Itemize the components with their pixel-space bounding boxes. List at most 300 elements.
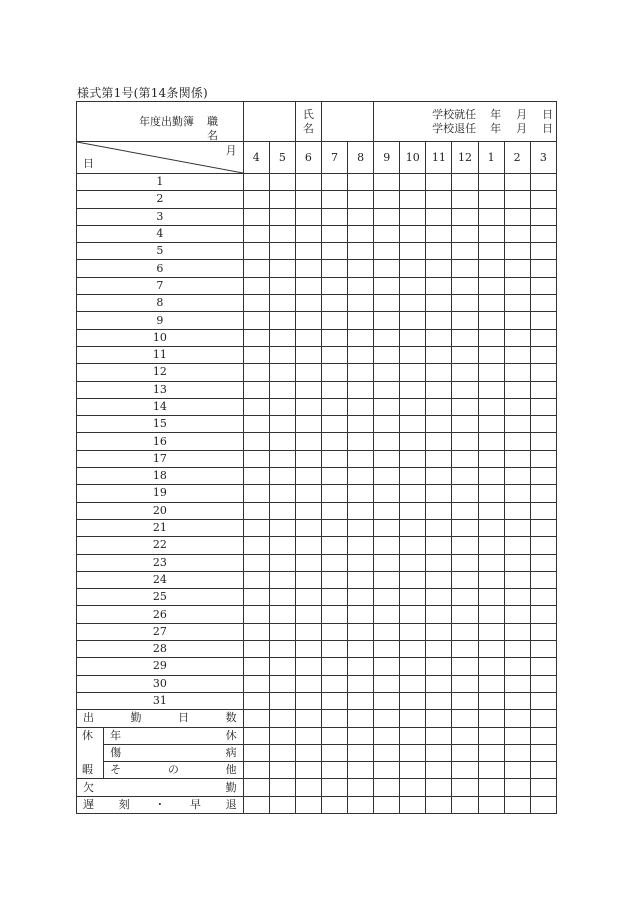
entry-cell[interactable] — [295, 537, 321, 554]
entry-cell[interactable] — [452, 623, 478, 640]
entry-cell[interactable] — [269, 692, 295, 709]
entry-cell[interactable] — [400, 762, 426, 779]
entry-cell[interactable] — [426, 537, 452, 554]
entry-cell[interactable] — [530, 208, 556, 225]
entry-cell[interactable] — [243, 295, 269, 312]
entry-cell[interactable] — [374, 641, 400, 658]
position-value-cell[interactable] — [243, 102, 295, 142]
entry-cell[interactable] — [530, 364, 556, 381]
entry-cell[interactable] — [321, 398, 347, 415]
entry-cell[interactable] — [295, 295, 321, 312]
entry-cell[interactable] — [269, 174, 295, 191]
entry-cell[interactable] — [504, 485, 530, 502]
entry-cell[interactable] — [348, 571, 374, 588]
entry-cell[interactable] — [400, 554, 426, 571]
entry-cell[interactable] — [374, 416, 400, 433]
entry-cell[interactable] — [321, 225, 347, 242]
entry-cell[interactable] — [426, 675, 452, 692]
entry-cell[interactable] — [243, 243, 269, 260]
entry-cell[interactable] — [400, 692, 426, 709]
entry-cell[interactable] — [374, 554, 400, 571]
entry-cell[interactable] — [348, 727, 374, 744]
entry-cell[interactable] — [400, 312, 426, 329]
entry-cell[interactable] — [269, 450, 295, 467]
entry-cell[interactable] — [269, 364, 295, 381]
entry-cell[interactable] — [348, 346, 374, 363]
entry-cell[interactable] — [269, 744, 295, 761]
entry-cell[interactable] — [530, 312, 556, 329]
entry-cell[interactable] — [400, 398, 426, 415]
entry-cell[interactable] — [348, 191, 374, 208]
entry-cell[interactable] — [321, 468, 347, 485]
entry-cell[interactable] — [426, 485, 452, 502]
entry-cell[interactable] — [295, 450, 321, 467]
entry-cell[interactable] — [504, 537, 530, 554]
entry-cell[interactable] — [321, 692, 347, 709]
entry-cell[interactable] — [243, 675, 269, 692]
entry-cell[interactable] — [243, 174, 269, 191]
entry-cell[interactable] — [243, 381, 269, 398]
entry-cell[interactable] — [295, 346, 321, 363]
entry-cell[interactable] — [348, 537, 374, 554]
entry-cell[interactable] — [478, 571, 504, 588]
entry-cell[interactable] — [321, 174, 347, 191]
entry-cell[interactable] — [452, 571, 478, 588]
entry-cell[interactable] — [269, 208, 295, 225]
entry-cell[interactable] — [478, 623, 504, 640]
entry-cell[interactable] — [348, 502, 374, 519]
entry-cell[interactable] — [478, 796, 504, 813]
entry-cell[interactable] — [348, 277, 374, 294]
entry-cell[interactable] — [452, 312, 478, 329]
entry-cell[interactable] — [348, 710, 374, 727]
entry-cell[interactable] — [295, 191, 321, 208]
entry-cell[interactable] — [243, 692, 269, 709]
entry-cell[interactable] — [452, 692, 478, 709]
entry-cell[interactable] — [269, 416, 295, 433]
entry-cell[interactable] — [374, 675, 400, 692]
entry-cell[interactable] — [295, 485, 321, 502]
entry-cell[interactable] — [452, 468, 478, 485]
entry-cell[interactable] — [243, 571, 269, 588]
entry-cell[interactable] — [321, 485, 347, 502]
entry-cell[interactable] — [478, 641, 504, 658]
entry-cell[interactable] — [400, 519, 426, 536]
entry-cell[interactable] — [348, 398, 374, 415]
entry-cell[interactable] — [269, 796, 295, 813]
entry-cell[interactable] — [452, 433, 478, 450]
entry-cell[interactable] — [374, 208, 400, 225]
entry-cell[interactable] — [295, 641, 321, 658]
entry-cell[interactable] — [452, 260, 478, 277]
entry-cell[interactable] — [374, 762, 400, 779]
entry-cell[interactable] — [243, 762, 269, 779]
entry-cell[interactable] — [530, 502, 556, 519]
entry-cell[interactable] — [243, 277, 269, 294]
entry-cell[interactable] — [321, 312, 347, 329]
entry-cell[interactable] — [504, 208, 530, 225]
entry-cell[interactable] — [478, 329, 504, 346]
entry-cell[interactable] — [321, 295, 347, 312]
entry-cell[interactable] — [426, 589, 452, 606]
entry-cell[interactable] — [243, 346, 269, 363]
entry-cell[interactable] — [243, 727, 269, 744]
entry-cell[interactable] — [295, 606, 321, 623]
entry-cell[interactable] — [452, 675, 478, 692]
entry-cell[interactable] — [321, 675, 347, 692]
entry-cell[interactable] — [295, 398, 321, 415]
entry-cell[interactable] — [269, 606, 295, 623]
entry-cell[interactable] — [478, 225, 504, 242]
entry-cell[interactable] — [348, 779, 374, 796]
entry-cell[interactable] — [426, 641, 452, 658]
entry-cell[interactable] — [530, 468, 556, 485]
entry-cell[interactable] — [452, 277, 478, 294]
entry-cell[interactable] — [426, 796, 452, 813]
entry-cell[interactable] — [400, 485, 426, 502]
entry-cell[interactable] — [321, 623, 347, 640]
entry-cell[interactable] — [374, 174, 400, 191]
entry-cell[interactable] — [374, 779, 400, 796]
entry-cell[interactable] — [478, 710, 504, 727]
entry-cell[interactable] — [374, 243, 400, 260]
entry-cell[interactable] — [530, 762, 556, 779]
entry-cell[interactable] — [400, 675, 426, 692]
entry-cell[interactable] — [504, 433, 530, 450]
entry-cell[interactable] — [321, 329, 347, 346]
entry-cell[interactable] — [530, 450, 556, 467]
entry-cell[interactable] — [504, 658, 530, 675]
entry-cell[interactable] — [426, 450, 452, 467]
entry-cell[interactable] — [243, 623, 269, 640]
entry-cell[interactable] — [400, 433, 426, 450]
entry-cell[interactable] — [530, 675, 556, 692]
entry-cell[interactable] — [374, 710, 400, 727]
entry-cell[interactable] — [269, 779, 295, 796]
entry-cell[interactable] — [269, 312, 295, 329]
entry-cell[interactable] — [426, 329, 452, 346]
entry-cell[interactable] — [478, 260, 504, 277]
entry-cell[interactable] — [478, 208, 504, 225]
entry-cell[interactable] — [530, 692, 556, 709]
entry-cell[interactable] — [530, 796, 556, 813]
entry-cell[interactable] — [321, 502, 347, 519]
entry-cell[interactable] — [504, 744, 530, 761]
entry-cell[interactable] — [478, 416, 504, 433]
entry-cell[interactable] — [269, 641, 295, 658]
entry-cell[interactable] — [426, 710, 452, 727]
entry-cell[interactable] — [426, 554, 452, 571]
entry-cell[interactable] — [452, 364, 478, 381]
entry-cell[interactable] — [426, 295, 452, 312]
entry-cell[interactable] — [400, 208, 426, 225]
entry-cell[interactable] — [243, 744, 269, 761]
entry-cell[interactable] — [426, 312, 452, 329]
entry-cell[interactable] — [530, 433, 556, 450]
entry-cell[interactable] — [426, 519, 452, 536]
entry-cell[interactable] — [374, 519, 400, 536]
entry-cell[interactable] — [348, 641, 374, 658]
entry-cell[interactable] — [426, 727, 452, 744]
entry-cell[interactable] — [400, 658, 426, 675]
entry-cell[interactable] — [321, 519, 347, 536]
entry-cell[interactable] — [269, 381, 295, 398]
entry-cell[interactable] — [374, 727, 400, 744]
entry-cell[interactable] — [478, 606, 504, 623]
entry-cell[interactable] — [374, 658, 400, 675]
entry-cell[interactable] — [478, 450, 504, 467]
entry-cell[interactable] — [374, 260, 400, 277]
entry-cell[interactable] — [400, 710, 426, 727]
entry-cell[interactable] — [452, 519, 478, 536]
entry-cell[interactable] — [269, 398, 295, 415]
entry-cell[interactable] — [269, 225, 295, 242]
entry-cell[interactable] — [374, 485, 400, 502]
entry-cell[interactable] — [530, 243, 556, 260]
entry-cell[interactable] — [426, 398, 452, 415]
entry-cell[interactable] — [426, 260, 452, 277]
entry-cell[interactable] — [269, 675, 295, 692]
entry-cell[interactable] — [374, 329, 400, 346]
entry-cell[interactable] — [374, 468, 400, 485]
entry-cell[interactable] — [504, 571, 530, 588]
entry-cell[interactable] — [530, 710, 556, 727]
entry-cell[interactable] — [478, 658, 504, 675]
entry-cell[interactable] — [400, 329, 426, 346]
entry-cell[interactable] — [374, 589, 400, 606]
entry-cell[interactable] — [504, 710, 530, 727]
entry-cell[interactable] — [530, 329, 556, 346]
entry-cell[interactable] — [321, 727, 347, 744]
entry-cell[interactable] — [348, 329, 374, 346]
entry-cell[interactable] — [452, 346, 478, 363]
entry-cell[interactable] — [243, 398, 269, 415]
entry-cell[interactable] — [478, 519, 504, 536]
entry-cell[interactable] — [426, 692, 452, 709]
entry-cell[interactable] — [504, 312, 530, 329]
entry-cell[interactable] — [348, 364, 374, 381]
entry-cell[interactable] — [269, 433, 295, 450]
entry-cell[interactable] — [504, 502, 530, 519]
entry-cell[interactable] — [321, 208, 347, 225]
entry-cell[interactable] — [348, 225, 374, 242]
entry-cell[interactable] — [452, 398, 478, 415]
entry-cell[interactable] — [374, 623, 400, 640]
entry-cell[interactable] — [269, 762, 295, 779]
entry-cell[interactable] — [530, 295, 556, 312]
entry-cell[interactable] — [478, 191, 504, 208]
entry-cell[interactable] — [243, 502, 269, 519]
entry-cell[interactable] — [321, 641, 347, 658]
entry-cell[interactable] — [243, 537, 269, 554]
entry-cell[interactable] — [295, 381, 321, 398]
entry-cell[interactable] — [374, 692, 400, 709]
entry-cell[interactable] — [295, 710, 321, 727]
entry-cell[interactable] — [478, 433, 504, 450]
entry-cell[interactable] — [400, 260, 426, 277]
entry-cell[interactable] — [478, 381, 504, 398]
entry-cell[interactable] — [504, 329, 530, 346]
entry-cell[interactable] — [321, 260, 347, 277]
entry-cell[interactable] — [348, 606, 374, 623]
entry-cell[interactable] — [348, 312, 374, 329]
entry-cell[interactable] — [321, 571, 347, 588]
entry-cell[interactable] — [530, 779, 556, 796]
entry-cell[interactable] — [321, 381, 347, 398]
entry-cell[interactable] — [295, 675, 321, 692]
entry-cell[interactable] — [504, 762, 530, 779]
entry-cell[interactable] — [452, 416, 478, 433]
entry-cell[interactable] — [374, 537, 400, 554]
entry-cell[interactable] — [478, 485, 504, 502]
entry-cell[interactable] — [426, 174, 452, 191]
entry-cell[interactable] — [504, 243, 530, 260]
entry-cell[interactable] — [269, 571, 295, 588]
entry-cell[interactable] — [321, 346, 347, 363]
entry-cell[interactable] — [530, 225, 556, 242]
entry-cell[interactable] — [530, 174, 556, 191]
entry-cell[interactable] — [243, 433, 269, 450]
entry-cell[interactable] — [269, 519, 295, 536]
entry-cell[interactable] — [530, 606, 556, 623]
entry-cell[interactable] — [452, 450, 478, 467]
entry-cell[interactable] — [426, 658, 452, 675]
entry-cell[interactable] — [295, 589, 321, 606]
entry-cell[interactable] — [478, 398, 504, 415]
entry-cell[interactable] — [348, 623, 374, 640]
entry-cell[interactable] — [374, 398, 400, 415]
entry-cell[interactable] — [321, 191, 347, 208]
entry-cell[interactable] — [452, 191, 478, 208]
entry-cell[interactable] — [400, 571, 426, 588]
entry-cell[interactable] — [321, 433, 347, 450]
entry-cell[interactable] — [530, 277, 556, 294]
entry-cell[interactable] — [243, 208, 269, 225]
entry-cell[interactable] — [478, 589, 504, 606]
entry-cell[interactable] — [321, 450, 347, 467]
entry-cell[interactable] — [426, 779, 452, 796]
entry-cell[interactable] — [348, 554, 374, 571]
entry-cell[interactable] — [452, 381, 478, 398]
entry-cell[interactable] — [400, 744, 426, 761]
entry-cell[interactable] — [374, 433, 400, 450]
entry-cell[interactable] — [243, 589, 269, 606]
entry-cell[interactable] — [400, 641, 426, 658]
entry-cell[interactable] — [374, 796, 400, 813]
entry-cell[interactable] — [348, 796, 374, 813]
entry-cell[interactable] — [478, 762, 504, 779]
entry-cell[interactable] — [530, 589, 556, 606]
entry-cell[interactable] — [504, 260, 530, 277]
entry-cell[interactable] — [243, 554, 269, 571]
entry-cell[interactable] — [452, 208, 478, 225]
entry-cell[interactable] — [530, 519, 556, 536]
entry-cell[interactable] — [400, 295, 426, 312]
entry-cell[interactable] — [426, 208, 452, 225]
entry-cell[interactable] — [426, 762, 452, 779]
entry-cell[interactable] — [478, 243, 504, 260]
entry-cell[interactable] — [478, 779, 504, 796]
entry-cell[interactable] — [426, 416, 452, 433]
entry-cell[interactable] — [504, 398, 530, 415]
entry-cell[interactable] — [504, 174, 530, 191]
entry-cell[interactable] — [243, 191, 269, 208]
entry-cell[interactable] — [504, 225, 530, 242]
entry-cell[interactable] — [530, 381, 556, 398]
entry-cell[interactable] — [295, 243, 321, 260]
entry-cell[interactable] — [295, 416, 321, 433]
entry-cell[interactable] — [478, 295, 504, 312]
entry-cell[interactable] — [321, 277, 347, 294]
entry-cell[interactable] — [321, 416, 347, 433]
entry-cell[interactable] — [269, 485, 295, 502]
entry-cell[interactable] — [269, 329, 295, 346]
entry-cell[interactable] — [452, 243, 478, 260]
entry-cell[interactable] — [348, 692, 374, 709]
entry-cell[interactable] — [348, 519, 374, 536]
entry-cell[interactable] — [348, 381, 374, 398]
entry-cell[interactable] — [243, 485, 269, 502]
entry-cell[interactable] — [269, 554, 295, 571]
entry-cell[interactable] — [530, 623, 556, 640]
entry-cell[interactable] — [400, 174, 426, 191]
entry-cell[interactable] — [243, 779, 269, 796]
entry-cell[interactable] — [504, 295, 530, 312]
entry-cell[interactable] — [452, 606, 478, 623]
entry-cell[interactable] — [374, 191, 400, 208]
entry-cell[interactable] — [243, 260, 269, 277]
entry-cell[interactable] — [243, 225, 269, 242]
entry-cell[interactable] — [243, 329, 269, 346]
entry-cell[interactable] — [452, 658, 478, 675]
entry-cell[interactable] — [452, 727, 478, 744]
entry-cell[interactable] — [400, 727, 426, 744]
entry-cell[interactable] — [348, 468, 374, 485]
entry-cell[interactable] — [452, 502, 478, 519]
entry-cell[interactable] — [426, 191, 452, 208]
entry-cell[interactable] — [478, 692, 504, 709]
entry-cell[interactable] — [295, 208, 321, 225]
entry-cell[interactable] — [504, 381, 530, 398]
entry-cell[interactable] — [295, 502, 321, 519]
entry-cell[interactable] — [348, 450, 374, 467]
entry-cell[interactable] — [478, 346, 504, 363]
entry-cell[interactable] — [504, 191, 530, 208]
entry-cell[interactable] — [400, 346, 426, 363]
entry-cell[interactable] — [452, 589, 478, 606]
entry-cell[interactable] — [295, 225, 321, 242]
entry-cell[interactable] — [478, 468, 504, 485]
entry-cell[interactable] — [374, 450, 400, 467]
entry-cell[interactable] — [348, 658, 374, 675]
entry-cell[interactable] — [269, 623, 295, 640]
entry-cell[interactable] — [269, 295, 295, 312]
entry-cell[interactable] — [452, 796, 478, 813]
entry-cell[interactable] — [321, 796, 347, 813]
entry-cell[interactable] — [295, 727, 321, 744]
entry-cell[interactable] — [530, 658, 556, 675]
entry-cell[interactable] — [374, 277, 400, 294]
entry-cell[interactable] — [478, 537, 504, 554]
entry-cell[interactable] — [243, 641, 269, 658]
entry-cell[interactable] — [530, 346, 556, 363]
entry-cell[interactable] — [426, 623, 452, 640]
entry-cell[interactable] — [426, 606, 452, 623]
entry-cell[interactable] — [452, 537, 478, 554]
entry-cell[interactable] — [269, 260, 295, 277]
entry-cell[interactable] — [504, 589, 530, 606]
entry-cell[interactable] — [295, 779, 321, 796]
